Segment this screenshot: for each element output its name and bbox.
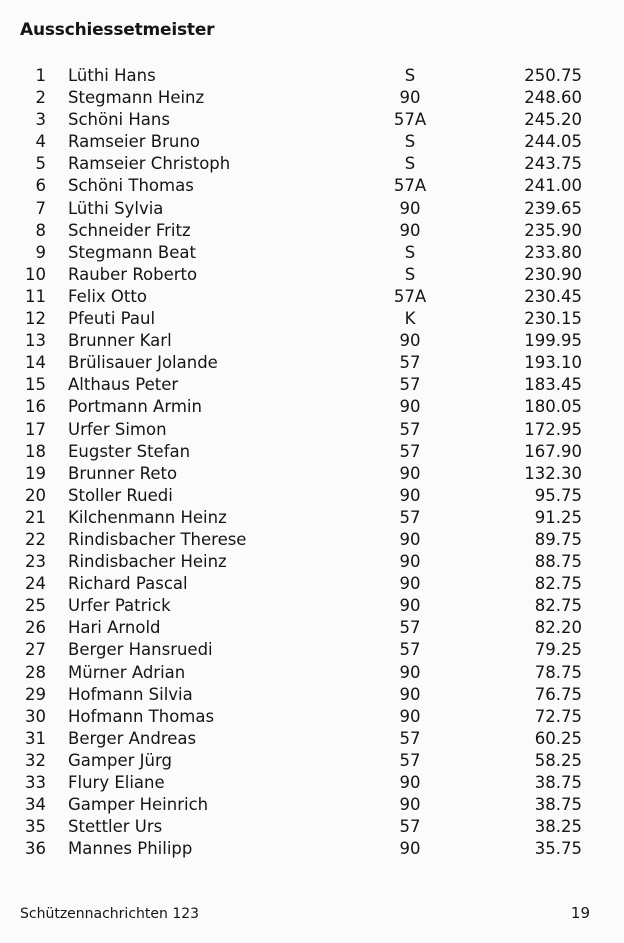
rank-cell: 35 <box>25 817 46 837</box>
table-row <box>0 264 624 286</box>
score-cell: 244.05 <box>524 132 582 152</box>
rank-cell: 22 <box>25 529 46 549</box>
score-cell: 95.75 <box>534 485 582 505</box>
score-cell: 167.90 <box>524 441 582 461</box>
class-cell: S <box>404 264 416 284</box>
score-cell: 82.20 <box>534 618 582 638</box>
score-cell: 35.75 <box>534 839 582 859</box>
class-cell: 90 <box>399 331 421 351</box>
name-cell: Rindisbacher Heinz <box>68 552 227 572</box>
score-cell: 82.75 <box>534 596 582 616</box>
rank-cell: 7 <box>35 198 46 218</box>
table-row <box>0 595 624 617</box>
name-cell: Berger Hansruedi <box>68 640 213 660</box>
class-cell: 57A <box>393 286 427 306</box>
class-cell: 90 <box>399 397 421 417</box>
table-row <box>0 153 624 175</box>
class-cell: 90 <box>399 596 421 616</box>
table-row <box>0 551 624 573</box>
score-cell: 89.75 <box>534 529 582 549</box>
results-table <box>0 65 624 860</box>
table-row <box>0 131 624 153</box>
score-cell: 199.95 <box>524 331 582 351</box>
name-cell: Mürner Adrian <box>68 662 186 682</box>
score-cell: 38.75 <box>534 795 582 815</box>
rank-cell: 13 <box>25 331 46 351</box>
table-row <box>0 330 624 352</box>
name-cell: Felix Otto <box>68 286 147 306</box>
rank-cell: 34 <box>25 795 46 815</box>
name-cell: Stegmann Heinz <box>68 88 205 108</box>
rank-cell: 33 <box>25 773 46 792</box>
rank-cell: 20 <box>25 485 46 505</box>
table-row <box>0 507 624 529</box>
name-cell: Lüthi Hans <box>68 66 156 85</box>
rank-cell: 23 <box>25 552 46 572</box>
class-cell: 90 <box>399 485 421 505</box>
name-cell: Brunner Reto <box>68 463 178 483</box>
rank-cell: 8 <box>35 220 46 240</box>
rank-cell: 32 <box>25 750 46 770</box>
name-cell: Kilchenmann Heinz <box>68 507 227 527</box>
table-row <box>0 419 624 441</box>
rank-cell: 28 <box>25 662 46 682</box>
table-row <box>0 728 624 750</box>
table-row <box>0 706 624 728</box>
table-row <box>0 396 624 418</box>
rank-cell: 14 <box>25 353 46 373</box>
name-cell: Hofmann Thomas <box>68 706 215 726</box>
score-cell: 76.75 <box>534 684 582 704</box>
footer-publication: Schützennachrichten 123 <box>20 906 200 922</box>
rank-cell: 29 <box>25 684 46 704</box>
name-cell: Rindisbacher Therese <box>68 529 247 549</box>
rank-cell: 17 <box>25 419 46 439</box>
table-row <box>0 617 624 639</box>
class-cell: 90 <box>399 684 421 704</box>
table-row <box>0 441 624 463</box>
rank-cell: 36 <box>25 839 46 859</box>
class-cell: 90 <box>399 463 421 483</box>
class-cell: 57 <box>399 441 421 461</box>
rank-cell: 30 <box>25 706 46 726</box>
class-cell: 90 <box>399 574 421 594</box>
class-cell: S <box>404 132 416 152</box>
rank-cell: 4 <box>35 132 46 152</box>
rank-cell: 2 <box>35 88 46 108</box>
class-cell: 90 <box>399 552 421 572</box>
table-row <box>0 463 624 485</box>
name-cell: Ramseier Bruno <box>68 132 200 152</box>
name-cell: Schöni Hans <box>68 110 170 130</box>
name-cell: Stegmann Beat <box>68 242 196 262</box>
score-cell: 172.95 <box>524 419 582 439</box>
score-cell: 250.75 <box>524 66 582 85</box>
table-row <box>0 198 624 220</box>
score-cell: 38.25 <box>534 817 582 837</box>
score-cell: 243.75 <box>524 154 582 174</box>
class-cell: S <box>404 242 416 262</box>
score-cell: 91.25 <box>534 507 582 527</box>
class-cell: 57 <box>399 419 421 439</box>
table-row <box>0 175 624 197</box>
class-cell: S <box>404 154 416 174</box>
name-cell: Lüthi Sylvia <box>68 198 164 218</box>
table-row <box>0 662 624 684</box>
name-cell: Schneider Fritz <box>68 220 191 240</box>
score-cell: 248.60 <box>524 88 582 108</box>
name-cell: Urfer Simon <box>68 419 167 439</box>
class-cell: K <box>404 309 416 329</box>
class-cell: 57 <box>399 353 421 373</box>
name-cell: Schöni Thomas <box>68 176 194 196</box>
table-row <box>0 794 624 816</box>
table-row <box>0 242 624 264</box>
page-number: 19 <box>570 904 590 922</box>
rank-cell: 11 <box>25 286 46 306</box>
rank-cell: 10 <box>25 264 46 284</box>
score-cell: 230.90 <box>524 264 582 284</box>
score-cell: 72.75 <box>534 706 582 726</box>
rank-cell: 18 <box>25 441 46 461</box>
score-cell: 82.75 <box>534 574 582 594</box>
name-cell: Ramseier Christoph <box>68 154 231 174</box>
name-cell: Brunner Karl <box>68 331 172 351</box>
page-title: Ausschiessetmeister <box>20 20 215 40</box>
class-cell: 57 <box>399 817 421 837</box>
class-cell: 57 <box>399 728 421 748</box>
score-cell: 88.75 <box>534 552 582 572</box>
class-cell: 57A <box>393 110 427 130</box>
name-cell: Hofmann Silvia <box>68 684 193 704</box>
table-row <box>0 816 624 838</box>
class-cell: 90 <box>399 795 421 815</box>
rank-cell: 16 <box>25 397 46 417</box>
table-row <box>0 65 624 87</box>
table-row <box>0 286 624 308</box>
name-cell: Richard Pascal <box>68 574 188 594</box>
class-cell: 57 <box>399 750 421 770</box>
table-row <box>0 220 624 242</box>
rank-cell: 5 <box>35 154 46 174</box>
class-cell: 90 <box>399 662 421 682</box>
table-row <box>0 352 624 374</box>
class-cell: 90 <box>399 198 421 218</box>
score-cell: 245.20 <box>524 110 582 130</box>
name-cell: Stettler Urs <box>68 817 163 837</box>
rank-cell: 26 <box>25 618 46 638</box>
rank-cell: 3 <box>35 110 46 130</box>
table-row <box>0 529 624 551</box>
rank-cell: 25 <box>25 596 46 616</box>
class-cell: 57A <box>393 176 427 196</box>
class-cell: S <box>404 66 416 85</box>
rank-cell: 15 <box>25 375 46 395</box>
class-cell: 90 <box>399 529 421 549</box>
table-row <box>0 87 624 109</box>
name-cell: Berger Andreas <box>68 728 197 748</box>
rank-cell: 12 <box>25 309 46 329</box>
score-cell: 78.75 <box>534 662 582 682</box>
score-cell: 239.65 <box>524 198 582 218</box>
class-cell: 90 <box>399 839 421 859</box>
table-row <box>0 374 624 396</box>
class-cell: 90 <box>399 220 421 240</box>
table-row <box>0 838 624 860</box>
score-cell: 235.90 <box>524 220 582 240</box>
class-cell: 90 <box>399 88 421 108</box>
score-cell: 79.25 <box>534 640 582 660</box>
score-cell: 180.05 <box>524 397 582 417</box>
name-cell: Mannes Philipp <box>68 839 193 859</box>
score-cell: 132.30 <box>524 463 582 483</box>
name-cell: Portmann Armin <box>68 397 202 417</box>
rank-cell: 21 <box>25 507 46 527</box>
score-cell: 233.80 <box>524 242 582 262</box>
class-cell: 57 <box>399 618 421 638</box>
table-row <box>0 109 624 131</box>
rank-cell: 24 <box>25 574 46 594</box>
table-row <box>0 772 624 794</box>
class-cell: 57 <box>399 640 421 660</box>
name-cell: Hari Arnold <box>68 618 161 638</box>
score-cell: 183.45 <box>524 375 582 395</box>
name-cell: Pfeuti Paul <box>68 309 156 329</box>
score-cell: 241.00 <box>524 176 582 196</box>
score-cell: 230.15 <box>524 309 582 329</box>
name-cell: Rauber Roberto <box>68 264 198 284</box>
score-cell: 60.25 <box>534 728 582 748</box>
name-cell: Stoller Ruedi <box>68 485 173 505</box>
class-cell: 90 <box>399 706 421 726</box>
score-cell: 193.10 <box>524 353 582 373</box>
table-row <box>0 308 624 330</box>
table-row <box>0 639 624 661</box>
score-cell: 230.45 <box>524 286 582 306</box>
table-row <box>0 573 624 595</box>
class-cell: 90 <box>399 773 421 792</box>
name-cell: Althaus Peter <box>68 375 179 395</box>
name-cell: Gamper Heinrich <box>68 795 209 815</box>
class-cell: 57 <box>399 375 421 395</box>
rank-cell: 6 <box>35 176 46 196</box>
table-row <box>0 750 624 772</box>
table-row <box>0 485 624 507</box>
rank-cell: 27 <box>25 640 46 660</box>
name-cell: Gamper Jürg <box>68 750 172 770</box>
rank-cell: 9 <box>35 242 46 262</box>
score-cell: 58.25 <box>534 750 582 770</box>
rank-cell: 19 <box>25 463 46 483</box>
rank-cell: 31 <box>25 728 46 748</box>
rank-cell: 1 <box>35 66 46 85</box>
name-cell: Flury Eliane <box>68 773 165 792</box>
name-cell: Brülisauer Jolande <box>68 353 218 373</box>
name-cell: Urfer Patrick <box>68 596 171 616</box>
score-cell: 38.75 <box>534 773 582 792</box>
class-cell: 57 <box>399 507 421 527</box>
name-cell: Eugster Stefan <box>68 441 191 461</box>
table-row <box>0 684 624 706</box>
